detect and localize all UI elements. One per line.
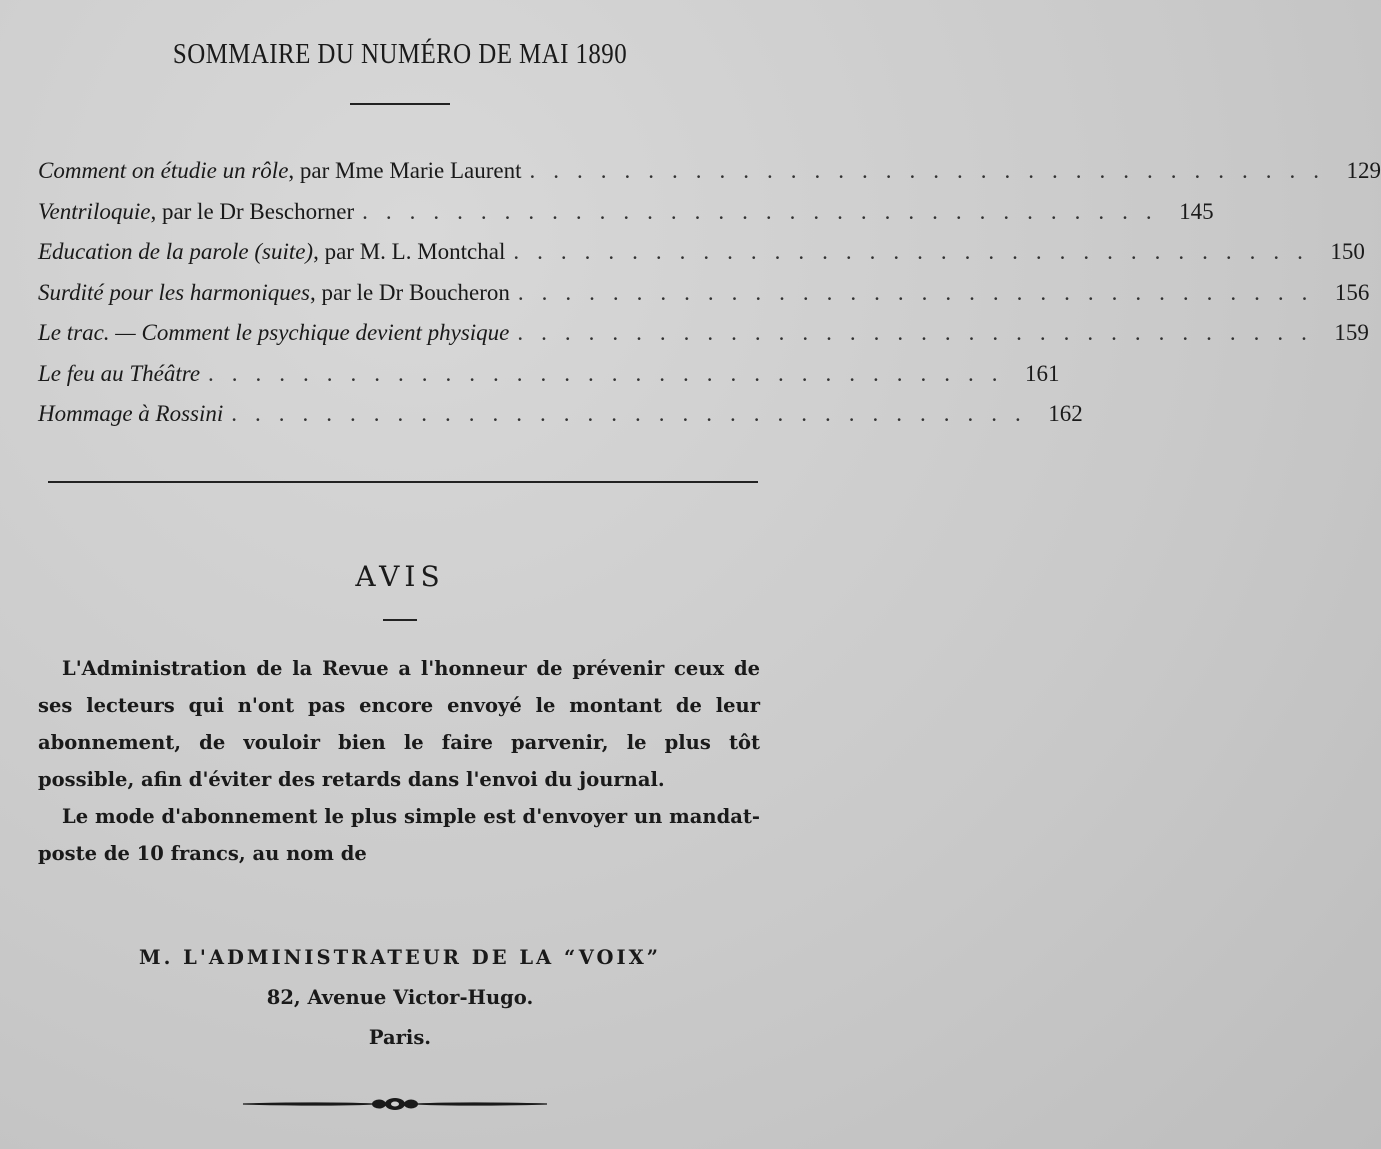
avis-divider: [383, 619, 417, 621]
page-title: SOMMAIRE DU NUMÉRO DE MAI 1890: [172, 38, 628, 70]
table-of-contents: [38, 158, 1381, 442]
address-city: Paris.: [368, 1026, 432, 1049]
toc-leader-dots: ..................................: [362, 198, 1170, 224]
toc-entry-page: 156: [1334, 279, 1370, 305]
address-recipient: M. L'ADMINISTRATEUR DE LA “VOIX”: [139, 946, 661, 969]
toc-entry-page: 159: [1334, 320, 1369, 345]
toc-entry-title: Ventriloquie: [38, 198, 151, 224]
toc-entry-title: Le trac. — Comment le psychique devient physique: [38, 320, 510, 345]
toc-leader-dots: ..................................: [231, 401, 1039, 426]
toc-entry[interactable]: [38, 239, 1365, 280]
toc-entry[interactable]: [38, 198, 1214, 240]
toc-leader-dots: ..................................: [517, 279, 1326, 305]
toc-entry-author: , par le Dr Boucheron: [309, 279, 510, 305]
toc-entry[interactable]: [38, 320, 1369, 361]
toc-entry-author: , par Mme Marie Laurent: [288, 158, 522, 183]
toc-entry-title: Surdité pour les harmoniques: [38, 279, 310, 305]
toc-leader-dots: ..................................: [208, 360, 1016, 386]
address-street: 82, Avenue Victor-Hugo.: [266, 986, 534, 1009]
toc-leader-dots: ..................................: [517, 320, 1325, 345]
avis-paragraph: L'Administration de la Revue a l'honneur de prévenir ceux de ses lecteurs qui n'ont pas encore envoyé le montant de leur abonnement, de vouloir bien le faire parvenir, le plus tôt possible, afin d'éviter des retards dans l'envoi du journal.: [38, 657, 760, 791]
toc-entry[interactable]: [38, 360, 1060, 402]
toc-entry[interactable]: [38, 401, 1083, 442]
avis-body: [38, 650, 760, 872]
toc-entry-title: Education de la parole (suite): [38, 239, 314, 264]
toc-entry-author: , par M. L. Montchal: [313, 239, 506, 264]
toc-entry[interactable]: [38, 158, 1381, 199]
toc-entry-page: 150: [1330, 239, 1365, 264]
toc-leader-dots: ..................................: [513, 239, 1321, 264]
toc-entry-title: Comment on étudie un rôle: [38, 158, 289, 183]
toc-leader-dots: ..................................: [529, 158, 1338, 183]
avis-paragraph: Le mode d'abonnement le plus simple est d'envoyer un mandat-poste de 10 francs, au nom de: [38, 805, 760, 865]
toc-entry-page: 145: [1179, 198, 1214, 224]
section-divider: [48, 481, 758, 483]
toc-entry[interactable]: [38, 279, 1370, 321]
toc-entry-title: Hommage à Rossini: [38, 401, 224, 426]
toc-entry-title: Le feu au Théâtre: [38, 360, 201, 386]
toc-entry-page: 129: [1346, 158, 1381, 183]
toc-entry-author: , par le Dr Beschorner: [150, 198, 355, 224]
avis-heading: AVIS: [355, 560, 445, 593]
ornament-divider-icon: [243, 1095, 547, 1113]
toc-entry-page: 162: [1048, 401, 1083, 426]
toc-entry-page: 161: [1025, 360, 1060, 386]
title-divider: [350, 103, 450, 105]
